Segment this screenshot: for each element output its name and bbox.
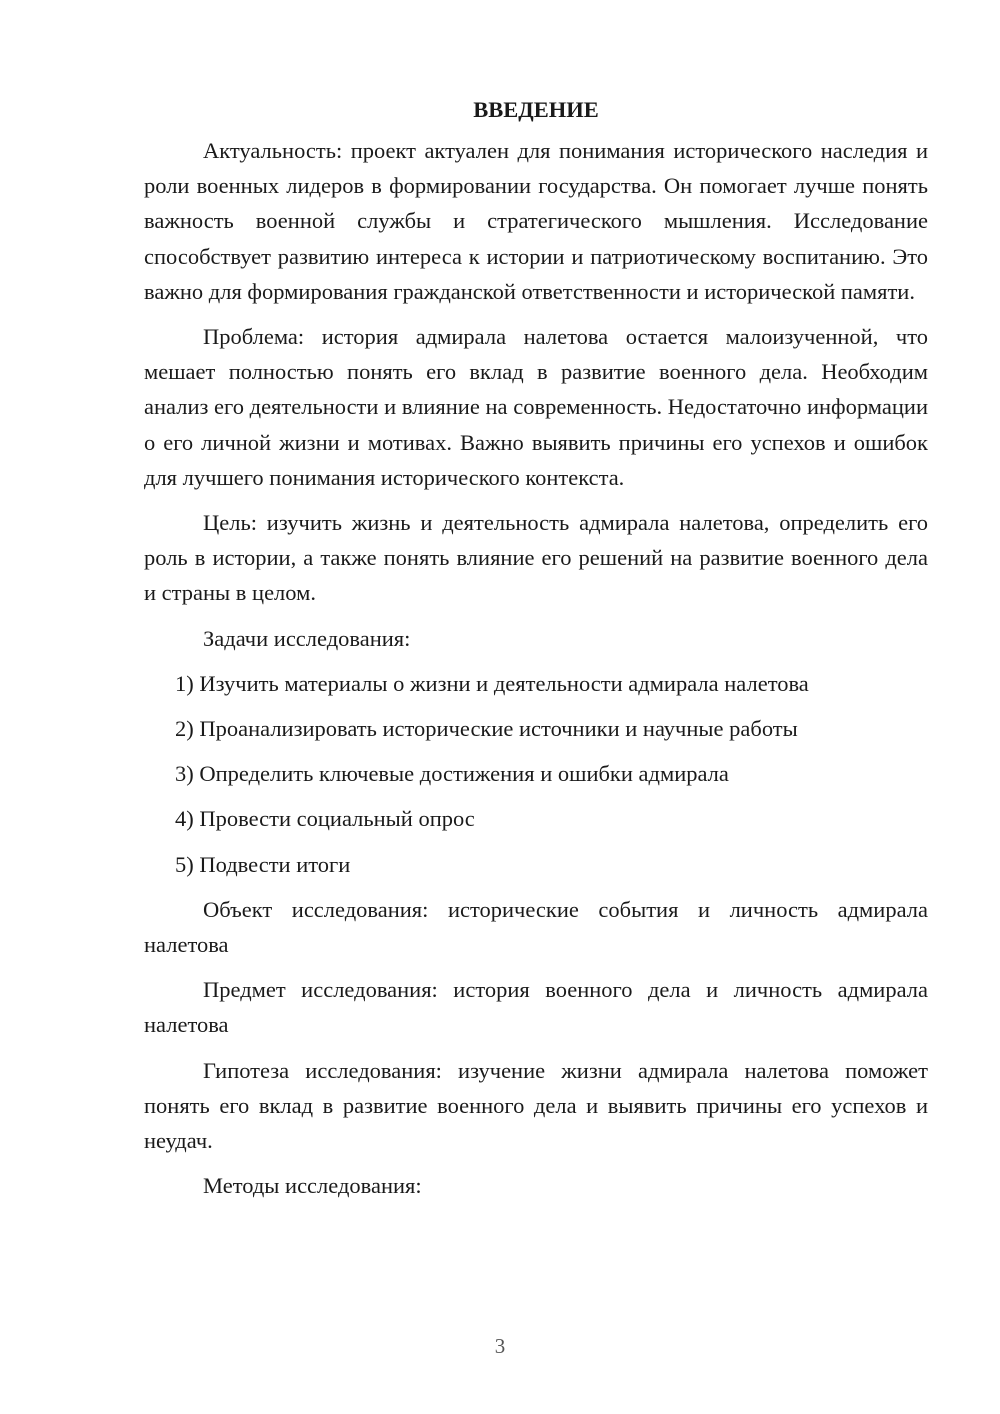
section-heading: ВВЕДЕНИЕ (473, 97, 599, 122)
task-item: 4) Провести социальный опрос (175, 806, 475, 832)
task-item: 2) Проанализировать исторические источники и научные работы (175, 716, 798, 742)
tasks-title: Задачи исследования: (203, 625, 411, 651)
subject-paragraph: Предмет исследования: история военного дела и личность адмирала налетова (144, 977, 928, 1038)
task-item: 3) Определить ключевые достижения и ошибки адмирала (175, 761, 729, 787)
page-content (144, 92, 928, 1213)
task-item: 1) Изучить материалы о жизни и деятельности адмирала налетова (175, 670, 809, 696)
object-paragraph: Объект исследования: исторические события и личность адмирала налетова (144, 896, 928, 958)
goal-paragraph: Цель: изучить жизнь и деятельность адмирала налетова, определить его роль в истории, а также понять влияние его решений на развитие военного дела и страны в целом. (144, 510, 928, 606)
tasks-list (144, 666, 928, 882)
relevance-paragraph: Актуальность: проект актуален для понимания исторического наследия и роли военных лидеров в формировании государства. Он помогает лучше понять важность военной службы и стратегического мышления. Исследование способствует развитию интереса к истории и патриотическому воспитанию. Это важно для формирования гражданской ответственности и исторической памяти. (144, 138, 928, 304)
page-number: 3 (494, 1334, 506, 1358)
methods-title: Методы исследования: (203, 1173, 422, 1199)
problem-paragraph: Проблема: история адмирала налетова остается малоизученной, что мешает полностью понять его вклад в развитие военного дела. Необходим анализ его деятельности и влияние на современность. Недостаточно информации о его личной жизни и мотивах. Важно выявить причины его успехов и ошибок для лучшего понимания исторического контекста. (144, 324, 928, 490)
task-item: 5) Подвести итоги (175, 851, 351, 877)
hypothesis-paragraph: Гипотеза исследования: изучение жизни адмирала налетова поможет понять его вклад в развитие военного дела и выявить причины его успехов и неудач. (144, 1057, 928, 1154)
